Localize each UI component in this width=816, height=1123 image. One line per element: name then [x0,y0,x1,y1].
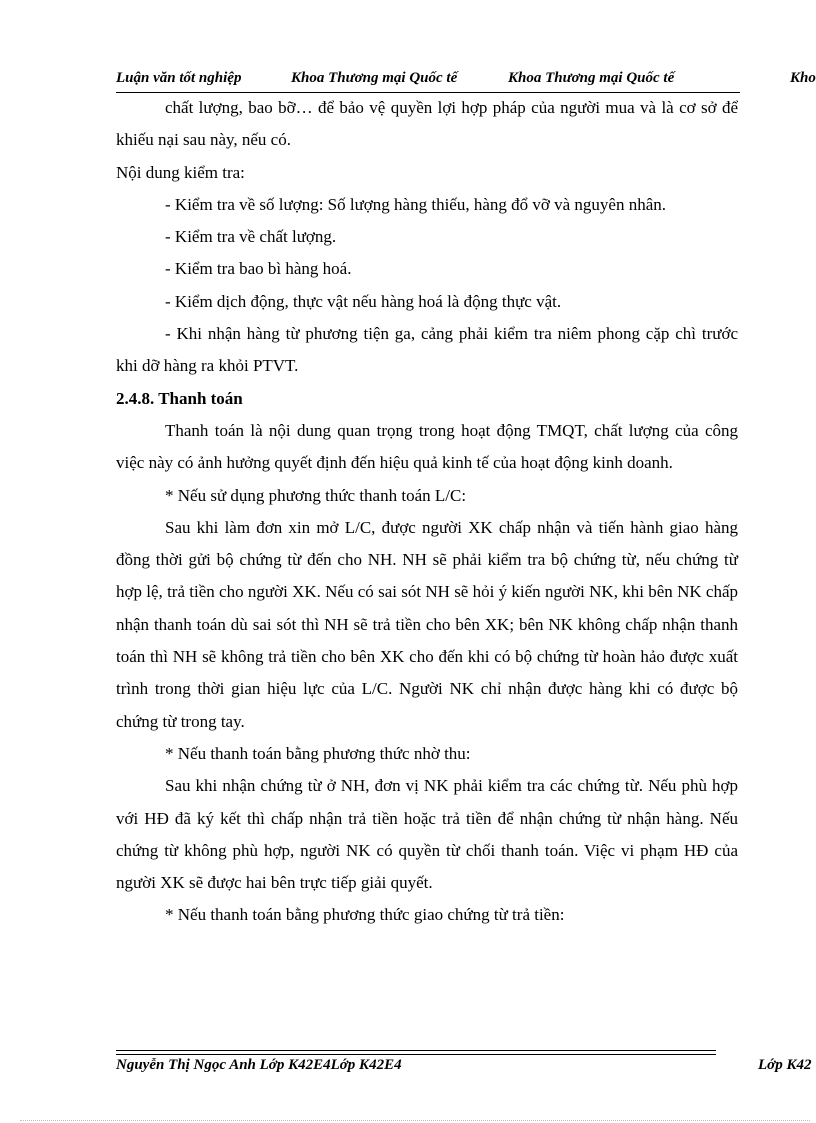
paragraph-payment-intro: Thanh toán là nội dung quan trọng trong hoạt động TMQT, chất lượng của công việc này có ảnh hưởng quyết định đến hiệu quả kinh tế của hoạt động kinh doanh. [116,420,738,473]
page-bottom-border [20,1120,810,1121]
paragraph-collection-title: * Nếu thanh toán bằng phương thức nhờ thu: [165,743,471,763]
footer-class-truncated: Lớp K42 [758,1057,812,1073]
page-footer [116,1057,816,1079]
list-item-packaging-check: - Kiểm tra bao bì hàng hoá. [165,259,352,279]
footer-author-class: Nguyễn Thị Ngọc Anh Lớp K42E4Lớp K42E4 [116,1057,402,1073]
paragraph-continuation: chất lượng, bao bỡ… để bảo vệ quyền lợi hợp pháp của người mua và là cơ sở để khiếu nại sau này, nếu có. [116,98,738,150]
list-item-quarantine-check: - Kiểm dịch động, thực vật nếu hàng hoá là động thực vật. [165,291,562,311]
paragraph-lc-body: Sau khi làm đơn xin mở L/C, được người XK chấp nhận và tiến hành giao hàng đồng thời gửi bộ chứng từ đến cho NH. NH sẽ phải kiểm tra bộ chứng từ, nếu chứng từ hợp lệ, trả tiền cho người XK. Nếu có sai sót NH sẽ hỏi ý kiến người NK, khi bên NK chấp nhận thanh toán dù sai sót thì NH sẽ trả tiền cho bên XK; bên NK không chấp nhận thanh toán thì NH sẽ không trả tiền cho bên XK cho đến khi có bộ chứng từ hoàn hảo được xuất trình trong thời gian hiệu lực của L/C. Người NK chỉ nhận được hàng khi có được bộ chứng từ trong tay. [116,517,738,731]
header-thesis-label: Luận văn tốt nghiệp [116,70,242,86]
paragraph-inspection-intro: Nội dung kiểm tra: [116,162,245,182]
header-faculty-label-truncated: Kho [790,70,816,86]
paragraph-cad-title: * Nếu thanh toán bằng phương thức giao chứng từ trả tiền: [165,905,565,925]
header-faculty-label: Khoa Thương mại Quốc tế [291,70,458,86]
section-heading-payment: 2.4.8. Thanh toán [116,388,243,408]
paragraph-lc-title: * Nếu sử dụng phương thức thanh toán L/C: [165,485,467,505]
list-item-quantity-check: - Kiểm tra về số lượng: Số lượng hàng thiếu, hàng đổ vỡ và nguyên nhân. [165,194,667,214]
footer-divider-top [116,1050,716,1051]
document-body [116,92,738,932]
list-item-quality-check: - Kiểm tra về chất lượng. [165,227,337,247]
header-faculty-label-repeat: Khoa Thương mại Quốc tế [508,70,675,86]
paragraph-collection-body: Sau khi nhận chứng từ ở NH, đơn vị NK phải kiểm tra các chứng từ. Nếu phù hợp với HĐ đã ký kết thì chấp nhận trả tiền hoặc trả tiền để nhận chứng từ nhận hàng. Nếu chứng từ không phù hợp, người NK có quyền từ chối thanh toán. Việc vi phạm HĐ của người XK sẽ được hai bên trực tiếp giải quyết. [116,776,738,893]
page-header [116,70,816,92]
footer-divider-bottom [116,1054,716,1055]
list-item-seal-check: - Khi nhận hàng từ phương tiện ga, cảng phải kiểm tra niêm phong cặp chì trước khi dỡ hàng ra khỏi PTVT. [116,324,738,376]
